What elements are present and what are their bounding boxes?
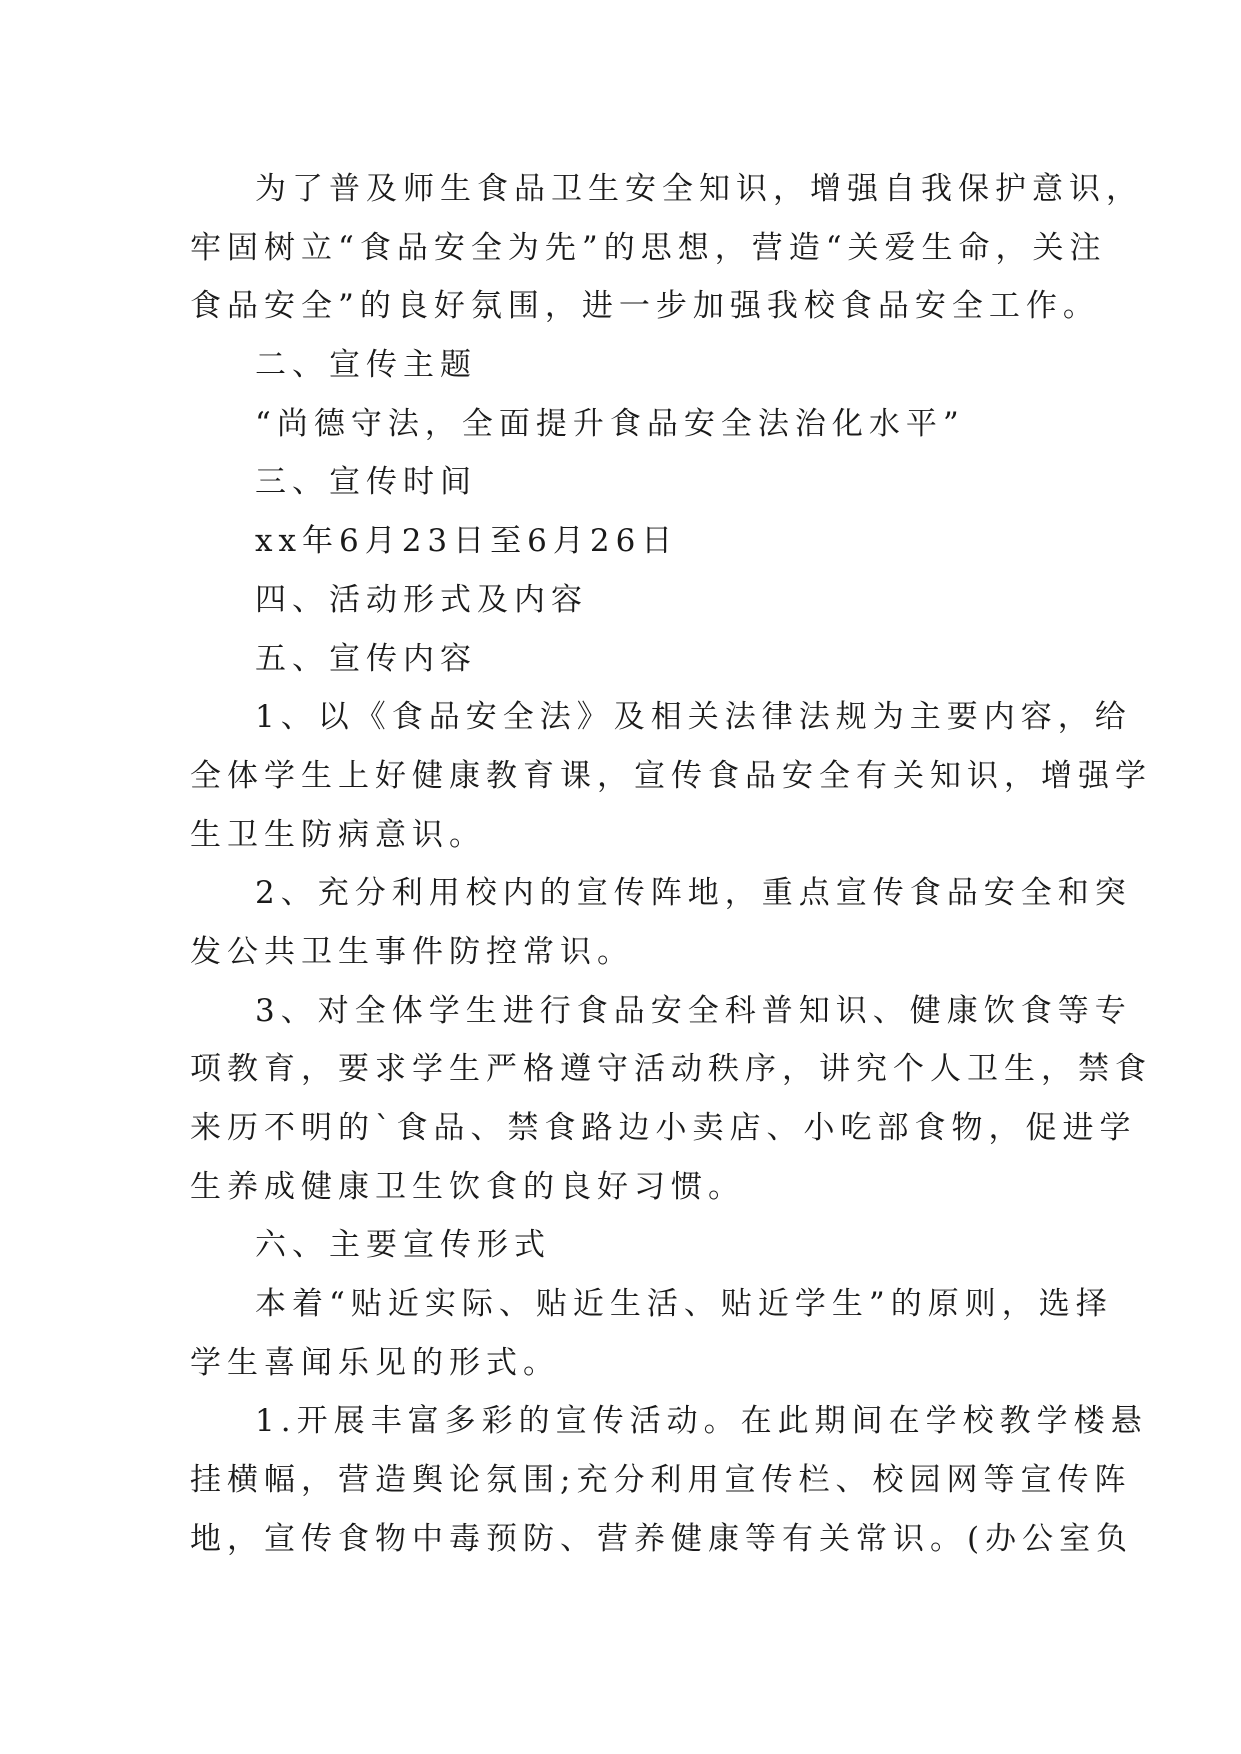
theme-text: “尚德守法，全面提升食品安全法治化水平”: [255, 405, 965, 442]
text-line: 生养成健康卫生饮食的良好习惯。: [190, 1168, 745, 1205]
date-text: xx年6月23日至6月26日: [255, 523, 679, 560]
text-line: 全体学生上好健康教育课，宣传食品安全有关知识，增强学: [190, 757, 1152, 794]
text-line: 发公共卫生事件防控常识。: [190, 933, 634, 970]
section-heading: 四、活动形式及内容: [255, 581, 588, 618]
text-line: 项教育，要求学生严格遵守活动秩序，讲究个人卫生，禁食: [190, 1051, 1152, 1088]
text-line: 2、充分利用校内的宣传阵地，重点宣传食品安全和突: [255, 875, 1132, 912]
text-line: 牢固树立“食品安全为先”的思想，营造“关爱生命，关注: [190, 229, 1107, 266]
section-heading: 二、宣传主题: [255, 347, 477, 384]
section-heading: 三、宣传时间: [255, 464, 477, 501]
text-line: 学生喜闻乐见的形式。: [190, 1344, 560, 1381]
text-line: 生卫生防病意识。: [190, 816, 486, 853]
text-line: 来历不明的`食品、禁食路边小卖店、小吃部食物，促进学: [190, 1110, 1137, 1146]
text-line: 食品安全”的良好氛围，进一步加强我校食品安全工作。: [190, 288, 1100, 325]
section-heading: 五、宣传内容: [255, 640, 477, 677]
text-line: 本着“贴近实际、贴近生活、贴近学生”的原则，选择: [255, 1286, 1113, 1323]
text-line: 1、以《食品安全法》及相关法律法规为主要内容，给: [255, 699, 1132, 736]
text-line: 挂横幅，营造舆论氛围;充分利用宣传栏、校园网等宣传阵: [190, 1462, 1132, 1499]
text-line: 3、对全体学生进行食品安全科普知识、健康饮食等专: [255, 992, 1132, 1029]
section-heading: 六、主要宣传形式: [255, 1227, 551, 1264]
text-line: 地，宣传食物中毒预防、营养健康等有关常识。(办公室负: [190, 1520, 1134, 1557]
text-line: 为了普及师生食品卫生安全知识，增强自我保护意识，: [255, 171, 1143, 207]
document-body: [190, 160, 1152, 1569]
text-line: 1.开展丰富多彩的宣传活动。在此期间在学校教学楼悬: [255, 1403, 1148, 1440]
